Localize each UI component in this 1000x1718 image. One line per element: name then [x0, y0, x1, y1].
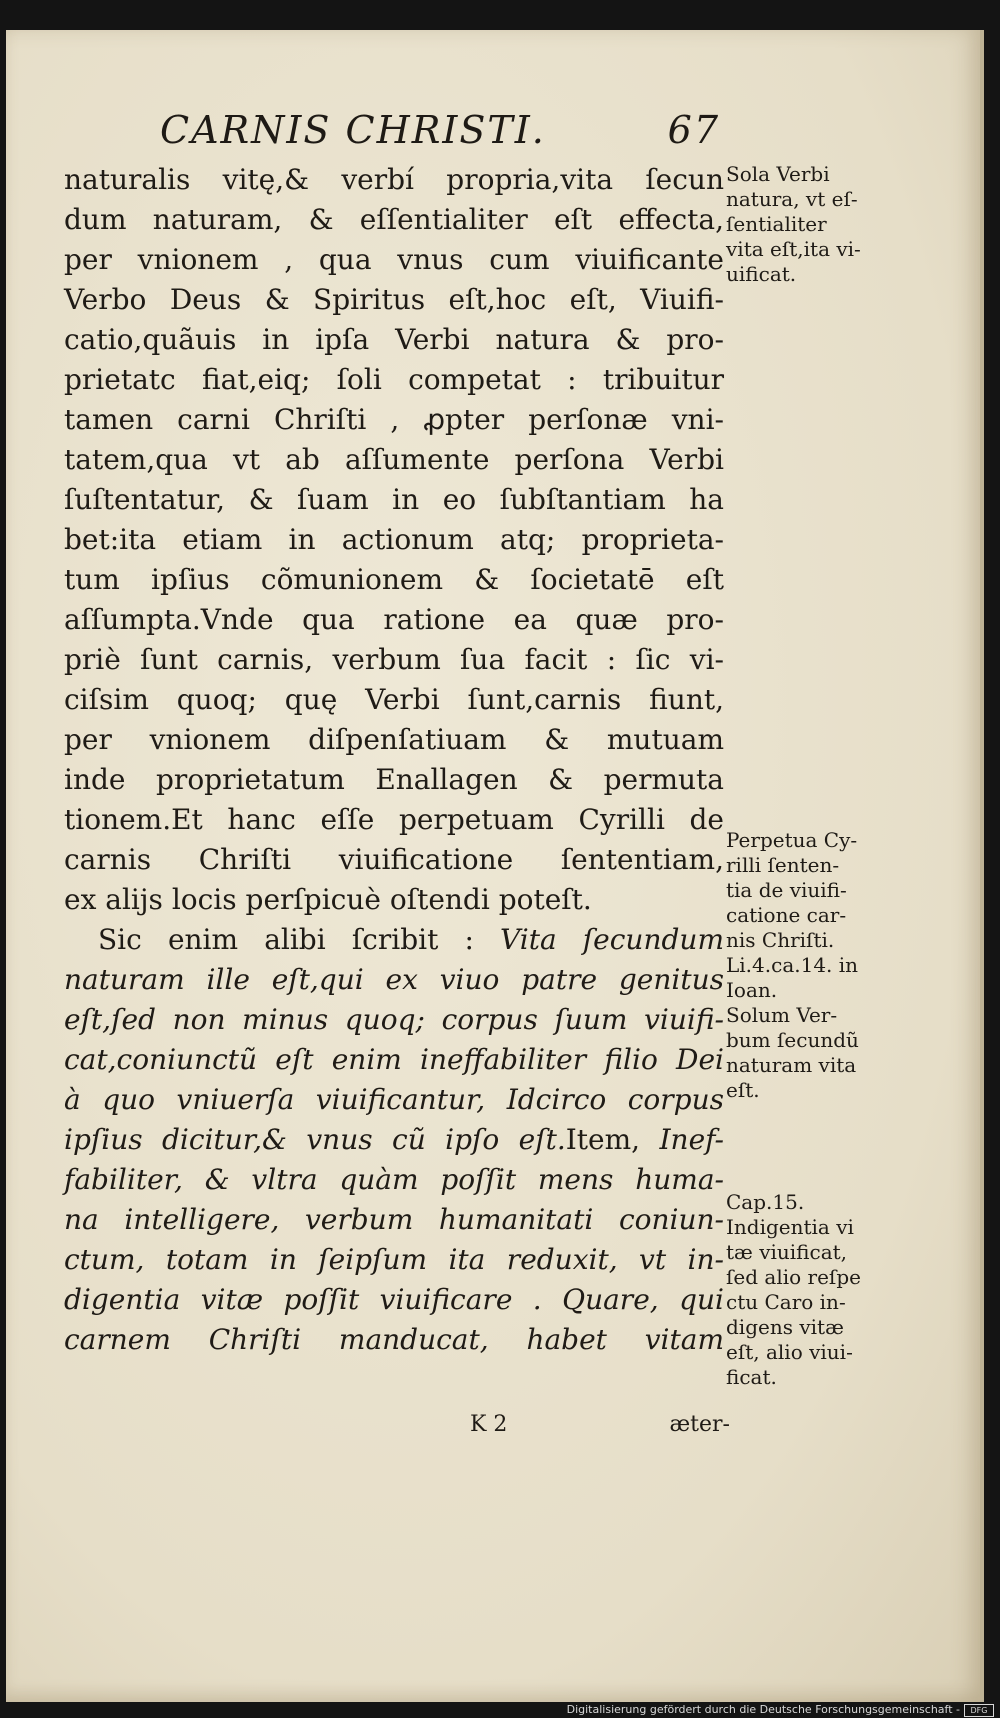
- quote-intro: Sic enim alibi ſcribit :: [98, 923, 474, 956]
- quote-line: ctum, totam in ſeipſum ita reduxit, vt in-: [64, 1243, 724, 1276]
- text-line: naturalis vitę,& verbí propria,vita ſecun: [64, 163, 724, 196]
- marginal-line: tia de viuifi-: [726, 878, 847, 902]
- marginal-line: Indigentia vi: [726, 1215, 854, 1239]
- quote-line: carnem Chriſti manducat, habet vitam: [64, 1323, 724, 1356]
- quote-line: digentia vitæ poſſit viuificare . Quare, qui: [64, 1283, 724, 1316]
- quote-line: naturam ille eſt,qui ex viuo patre genitus: [64, 963, 724, 996]
- marginal-line: bum ſecundũ: [726, 1028, 859, 1052]
- text-line: tum ipſius cõmunionem & ſocietatē eſt: [64, 563, 724, 596]
- dfg-logo-icon: DFG: [964, 1704, 994, 1717]
- mixed-line: [64, 1120, 724, 1160]
- marginal-note: [726, 828, 896, 1103]
- marginal-line: catione car-: [726, 903, 847, 927]
- page-number: 67: [667, 108, 720, 152]
- marginal-line: tæ viuificat,: [726, 1240, 848, 1264]
- marginal-line: ctu Caro in-: [726, 1290, 846, 1314]
- quote-end: ipſius dicitur,& vnus cũ ipſo eſt.: [64, 1123, 566, 1156]
- marginal-line: ſentialiter: [726, 212, 827, 236]
- text-line: tamen carni Chriſti , ꝓpter perſonæ vni-: [64, 403, 724, 436]
- marginal-note: [726, 162, 896, 287]
- marginal-line: Cap.15.: [726, 1190, 805, 1214]
- text-line: tionem.Et hanc eſſe perpetuam Cyrilli de: [64, 803, 724, 836]
- running-header: [160, 108, 720, 160]
- quote2-start: Inef-: [659, 1123, 724, 1156]
- marginal-line: Solum Ver-: [726, 1003, 838, 1027]
- funding-banner: [0, 1702, 1000, 1718]
- text-line: Verbo Deus & Spiritus eſt,hoc eſt, Viuifi-: [64, 283, 724, 316]
- text-line: aſſumpta.Vnde qua ratione ea quæ pro-: [64, 603, 724, 636]
- text-line: carnis Chriſti viuificatione ſententiam,: [64, 843, 724, 876]
- text-line: ſuſtentatur, & ſuam in eo ſubſtantiam ha: [64, 483, 724, 516]
- text-line: per vnionem , qua vnus cum viuificante: [64, 243, 724, 276]
- text-line: ciſsim quoq; quę Verbi ſunt,carnis fiunt,: [64, 683, 724, 716]
- quote-line: fabiliter, & vltra quàm poſſit mens huma-: [64, 1163, 724, 1196]
- funding-text: Digitalisierung gefördert durch die Deutsche Forschungsgemeinschaft -: [566, 1703, 960, 1716]
- quote-line: à quo vniuerſa viuificantur, Idcirco corpus: [64, 1083, 724, 1116]
- text-line: dum naturam, & eſſentialiter eſt effecta,: [64, 203, 724, 236]
- text-line: tatem,qua vt ab aſſumente perſona Verbi: [64, 443, 724, 476]
- quote-start: Vita ſecundum: [500, 923, 724, 956]
- quote-line: eſt,ſed non minus quoq; corpus ſuum viuifi-: [64, 1003, 724, 1036]
- text-line: bet:ita etiam in actionum atq; proprieta-: [64, 523, 724, 556]
- marginal-line: naturam vita: [726, 1053, 857, 1077]
- text-line: per vnionem diſpenſatiuam & mutuam: [64, 723, 724, 756]
- quote-intro-line: [64, 920, 724, 960]
- marginal-line: eſt, alio viui-: [726, 1340, 853, 1364]
- marginal-line: vita eſt,ita vi-: [726, 237, 861, 261]
- marginal-note: [726, 1190, 896, 1390]
- running-title: CARNIS CHRISTI.: [160, 108, 546, 152]
- marginal-line: ficat.: [726, 1365, 777, 1389]
- marginal-line: Sola Verbi: [726, 162, 830, 186]
- text-line: priè ſunt carnis, verbum ſua facit : ſic vi-: [64, 643, 724, 676]
- item-word: Item,: [565, 1123, 641, 1156]
- marginal-line: Ioan.: [726, 978, 778, 1002]
- marginal-line: natura, vt eſ-: [726, 187, 858, 211]
- marginal-line: nis Chriſti.: [726, 928, 835, 952]
- text-line: inde proprietatum Enallagen & permuta: [64, 763, 724, 796]
- quote-line: cat,coniunctũ eſt enim ineffabiliter filio Dei: [64, 1043, 724, 1076]
- marginal-line: Perpetua Cy-: [726, 828, 858, 852]
- text-line: catio,quãuis in ipſa Verbi natura & pro-: [64, 323, 724, 356]
- main-text-block: [64, 160, 724, 1360]
- marginal-line: rilli ſenten-: [726, 853, 840, 877]
- marginal-line: digens vitæ: [726, 1315, 844, 1339]
- signature-mark: K 2: [470, 1412, 508, 1437]
- marginal-line: ſed alio reſpe: [726, 1265, 861, 1289]
- marginal-line: Li.4.ca.14. in: [726, 953, 859, 977]
- marginal-line: uificat.: [726, 262, 797, 286]
- catchword: æter-: [669, 1412, 730, 1437]
- text-line: prietatc fiat,eiq; ſoli competat : tribuitur: [64, 363, 724, 396]
- page-footer: [470, 1412, 730, 1448]
- quote-line: na intelligere, verbum humanitati coniun-: [64, 1203, 724, 1236]
- text-line: ex alijs locis perſpicuè oſtendi poteſt.: [64, 883, 592, 916]
- marginal-line: eſt.: [726, 1078, 760, 1102]
